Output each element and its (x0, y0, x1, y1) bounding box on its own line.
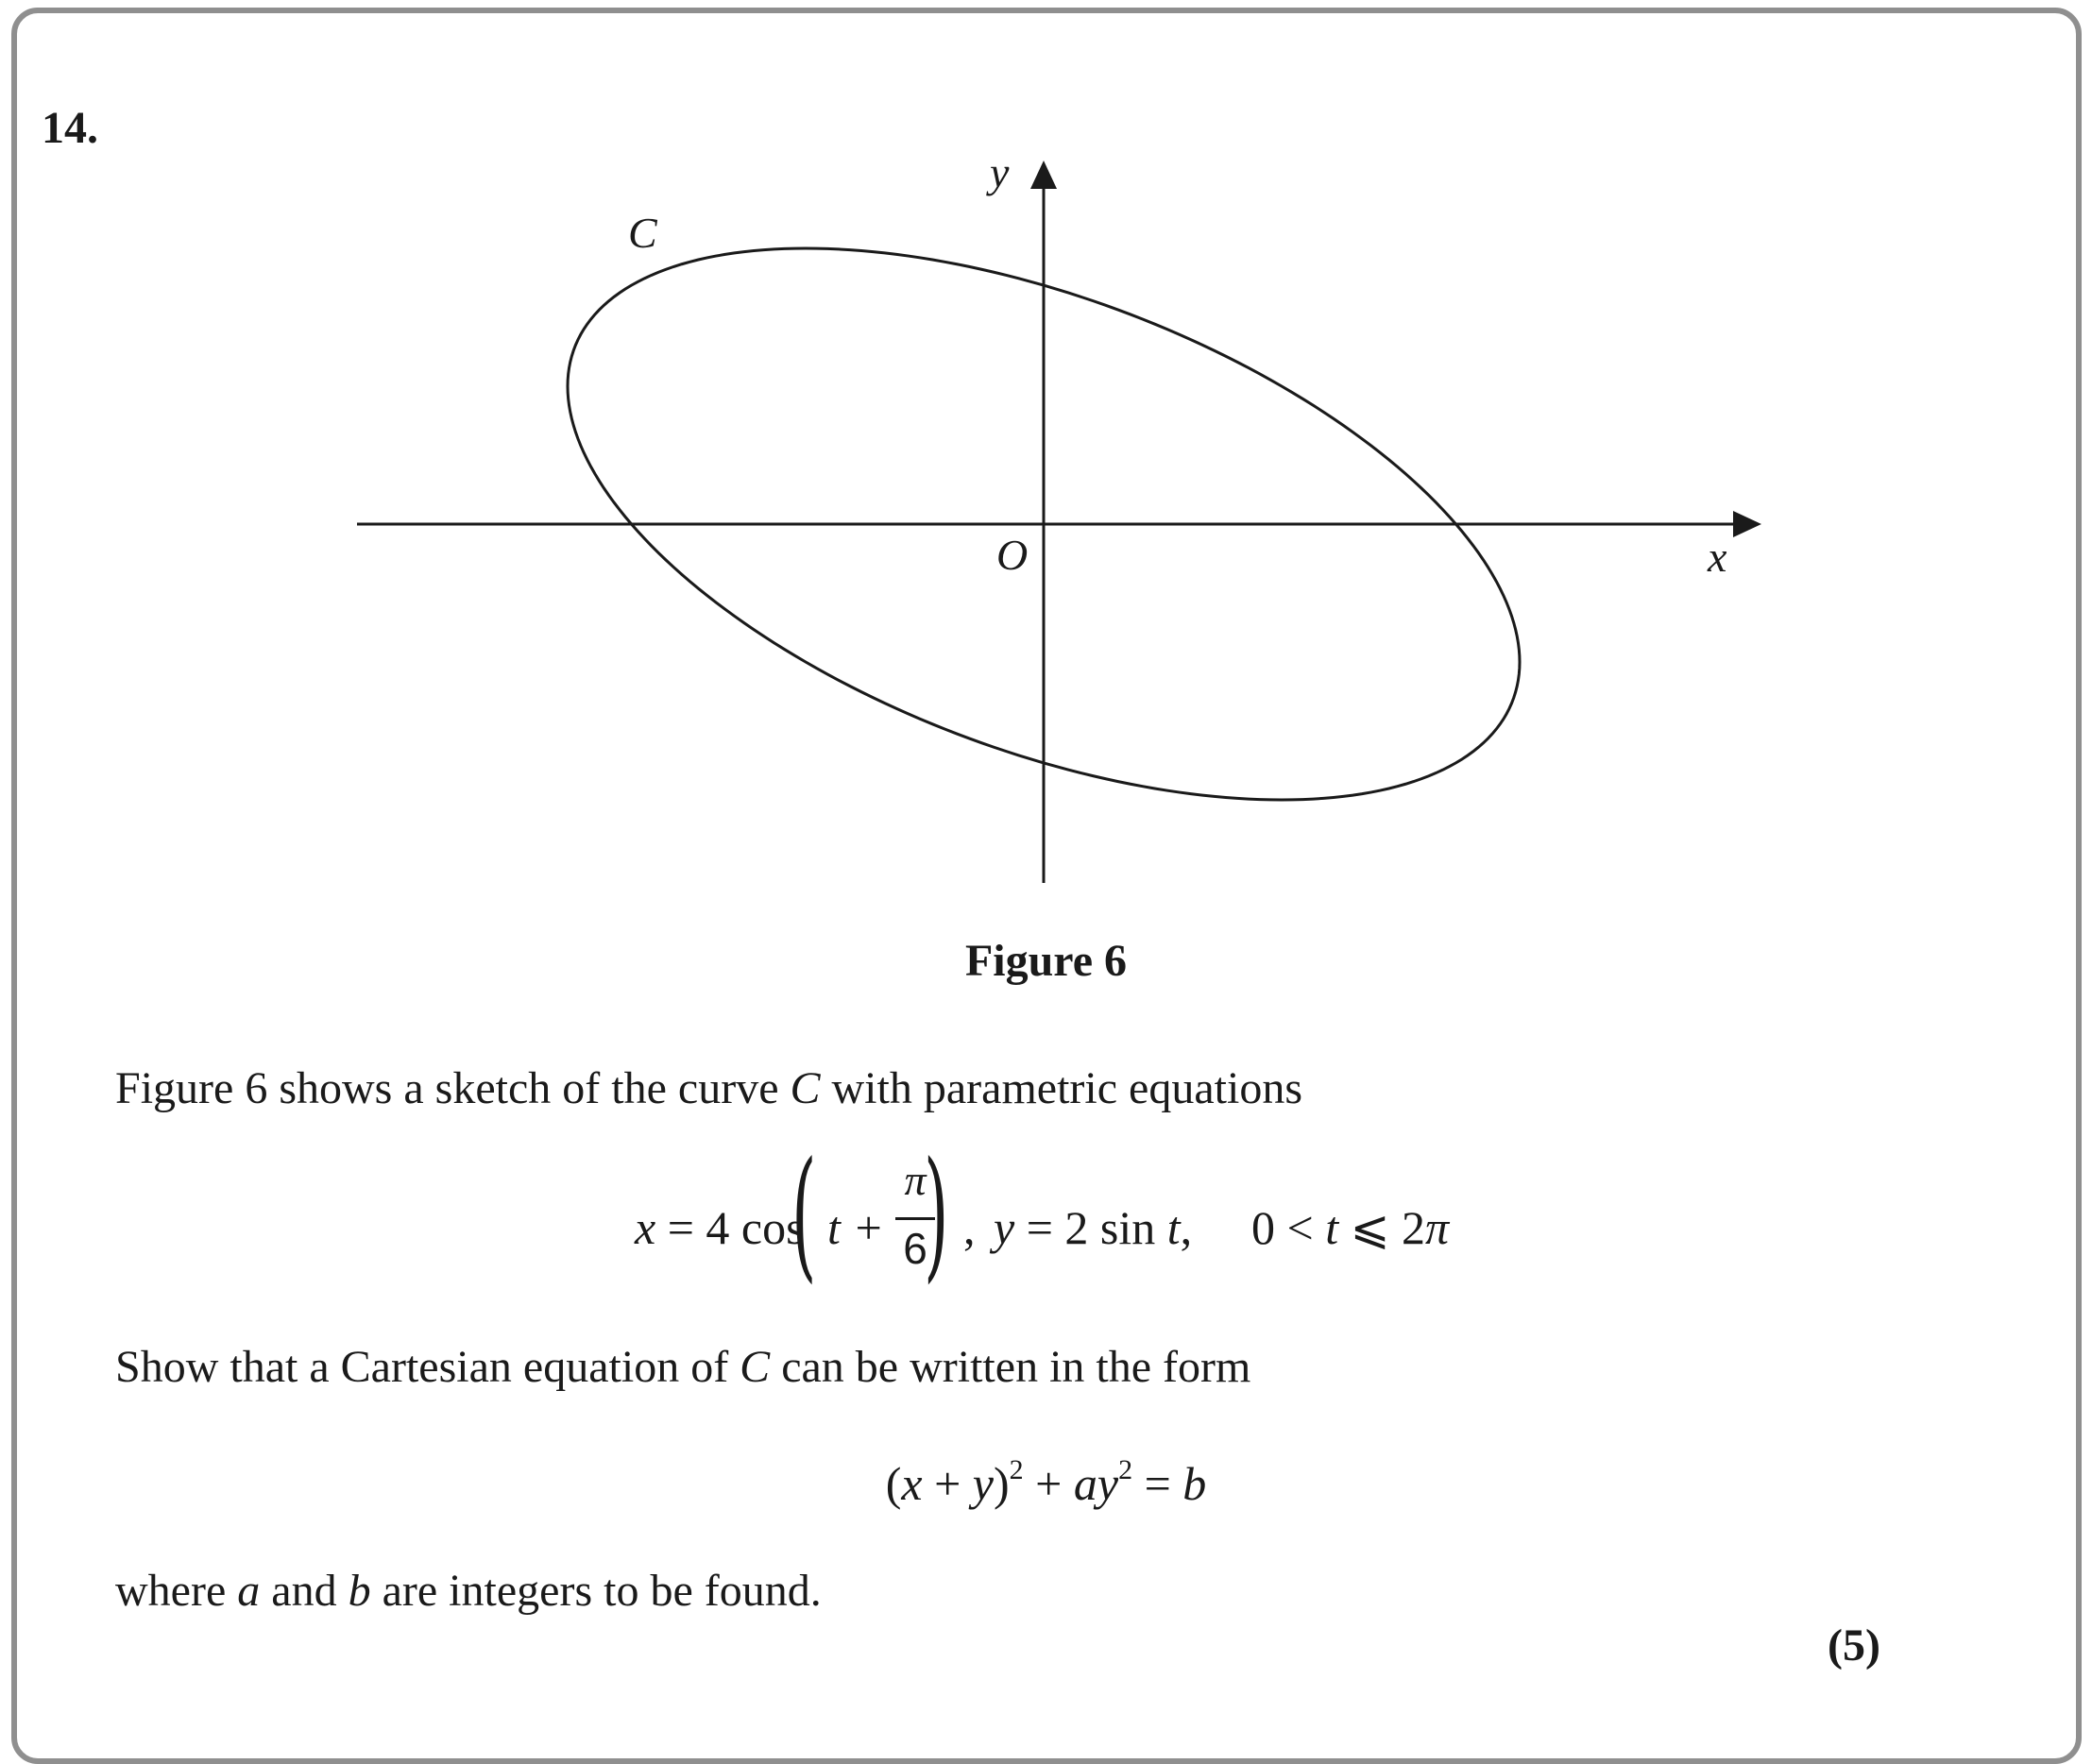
eq2-plus2: + (1023, 1457, 1074, 1510)
where-text-a: where (115, 1566, 238, 1616)
eq2-eq: = (1132, 1457, 1183, 1510)
x-axis-arrow-icon (1733, 511, 1761, 537)
where-var-a: a (237, 1566, 261, 1616)
eq1-left-paren: ( (791, 1132, 817, 1297)
where-paragraph (115, 1565, 822, 1617)
intro-curve-c: C (790, 1063, 821, 1113)
x-axis-label: x (1708, 533, 1727, 581)
eq1-x-rhs: = 4 cos (655, 1201, 805, 1254)
eq1-range-t: t (1325, 1201, 1339, 1254)
eq1-comma2: , (1180, 1201, 1193, 1254)
eq2-exp1: 2 (1009, 1454, 1024, 1485)
y-axis-arrow-icon (1030, 161, 1057, 189)
eq2-x: x (901, 1457, 923, 1510)
eq2-b: b (1182, 1457, 1207, 1510)
y-axis-label: y (990, 148, 1010, 196)
eq1-range-b: ⩽ 2 (1338, 1201, 1426, 1254)
eq1-y-var: y (994, 1201, 1015, 1254)
intro-text-b: with parametric equations (820, 1063, 1303, 1113)
cartesian-form-equation (0, 1454, 2092, 1511)
eq1-range-a: 0 < (1251, 1201, 1326, 1254)
eq1-right-paren: ) (924, 1132, 949, 1297)
eq2-plus: + (922, 1457, 973, 1510)
eq2-open: ( (885, 1457, 902, 1510)
question-number: 14. (42, 103, 98, 153)
eq1-comma: , (963, 1201, 976, 1254)
where-text-mid: and (260, 1566, 349, 1616)
eq2-y: y (972, 1457, 994, 1510)
show-text-b: can be written in the form (770, 1342, 1251, 1392)
show-text-a: Show that a Cartesian equation of (115, 1342, 740, 1392)
eq2-close: ) (994, 1457, 1010, 1510)
curve-c-label: C (628, 209, 657, 257)
where-text-b: are integers to be found. (370, 1566, 822, 1616)
eq2-exp2: 2 (1118, 1454, 1133, 1485)
eq1-pi-numerator: π (904, 1156, 927, 1204)
eq1-t-var: t (1166, 1201, 1181, 1254)
show-curve-c: C (740, 1342, 771, 1392)
eq1-t-plus: t + (827, 1201, 885, 1254)
eq1-y-rhs: = 2 sin (1014, 1201, 1167, 1254)
eq1-range-pi: π (1425, 1201, 1450, 1254)
figure-caption: Figure 6 (964, 936, 1128, 986)
intro-paragraph (115, 1062, 1302, 1114)
where-var-b: b (348, 1566, 371, 1616)
show-paragraph (115, 1341, 1250, 1393)
eq1-x-var: x (635, 1201, 656, 1254)
marks-label: (5) (1828, 1620, 1880, 1671)
parametric-equations (0, 1132, 2092, 1298)
eq1-six-denominator: 6 (903, 1224, 927, 1273)
eq2-a: a (1073, 1457, 1097, 1510)
intro-text-a: Figure 6 shows a sketch of the curve (115, 1063, 791, 1113)
eq2-y2: y (1097, 1457, 1119, 1510)
origin-label: O (996, 531, 1029, 579)
